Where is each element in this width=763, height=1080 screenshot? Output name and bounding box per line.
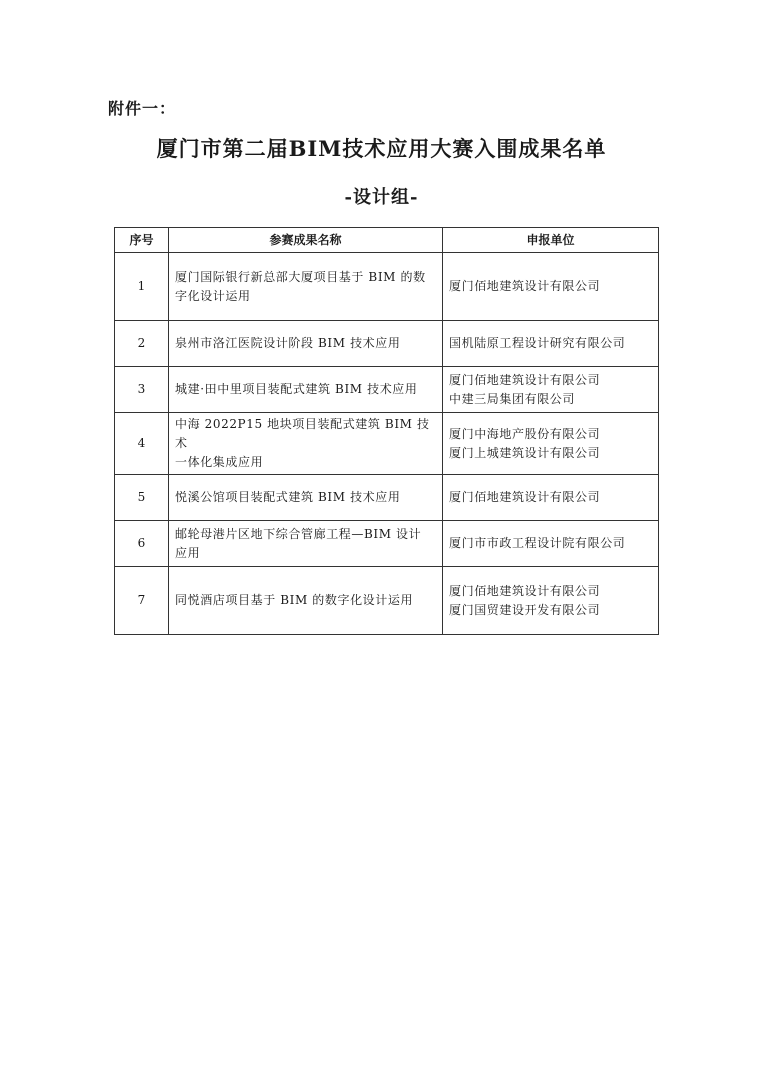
entry-name-line: 厦门国际银行新总部大厦项目基于 BIM 的数 — [175, 269, 426, 284]
applicant-line: 厦门上城建筑设计有限公司 — [449, 445, 601, 460]
header-number: 序号 — [115, 228, 169, 253]
entry-name — [169, 321, 443, 367]
table-row — [115, 567, 659, 635]
applicant-line: 厦门佰地建筑设计有限公司 — [449, 583, 601, 598]
table-row — [115, 521, 659, 567]
entry-name — [169, 567, 443, 635]
table-row — [115, 253, 659, 321]
entry-name-line: 字化设计运用 — [175, 288, 251, 303]
applicant-line: 厦门国贸建设开发有限公司 — [449, 602, 601, 617]
applicant-line: 厦门市市政工程设计院有限公司 — [449, 536, 626, 550]
entry-name-line: 邮轮母港片区地下综合管廊工程—BIM 设计 — [175, 526, 422, 541]
row-number: 1 — [115, 253, 169, 321]
entry-name — [169, 253, 443, 321]
attachment-label: 附件一： — [108, 99, 177, 118]
entry-name — [169, 367, 443, 413]
entry-name — [169, 521, 443, 567]
row-number: 2 — [115, 321, 169, 367]
table-row — [115, 367, 659, 413]
row-number: 6 — [115, 521, 169, 567]
document-title: 厦门市第二届BIM技术应用大赛入围成果名单 — [156, 136, 607, 161]
applicant-line: 厦门佰地建筑设计有限公司 — [449, 279, 601, 293]
applicant-line: 国机陆原工程设计研究有限公司 — [449, 336, 626, 350]
entry-name-line: 同悦酒店项目基于 BIM 的数字化设计运用 — [175, 593, 414, 607]
table-row — [115, 475, 659, 521]
row-number: 4 — [115, 413, 169, 475]
results-table — [114, 227, 659, 635]
entry-name-line: 悦溪公馆项目装配式建筑 BIM 技术应用 — [175, 490, 401, 504]
entry-name-line: 应用 — [175, 545, 201, 560]
group-subtitle: -设计组- — [344, 187, 419, 208]
row-number: 3 — [115, 367, 169, 413]
applicant-line: 中建三局集团有限公司 — [449, 391, 576, 406]
applicant — [443, 413, 659, 475]
applicant — [443, 567, 659, 635]
header-applicant: 申报单位 — [443, 228, 659, 253]
applicant — [443, 475, 659, 521]
entry-name-line: 一体化集成应用 — [175, 455, 264, 469]
applicant — [443, 521, 659, 567]
applicant — [443, 321, 659, 367]
applicant — [443, 253, 659, 321]
row-number: 7 — [115, 567, 169, 635]
entry-name — [169, 475, 443, 521]
entry-name-line: 泉州市洛江医院设计阶段 BIM 技术应用 — [175, 336, 401, 350]
applicant — [443, 367, 659, 413]
applicant-line: 厦门佰地建筑设计有限公司 — [449, 372, 601, 387]
header-entry-name: 参赛成果名称 — [169, 228, 443, 253]
row-number: 5 — [115, 475, 169, 521]
applicant-line: 厦门中海地产股份有限公司 — [449, 426, 601, 441]
table-row — [115, 321, 659, 367]
table-header-row — [115, 228, 659, 253]
applicant-line: 厦门佰地建筑设计有限公司 — [449, 490, 601, 504]
table-row — [115, 413, 659, 475]
entry-name — [169, 413, 443, 475]
entry-name-line: 城建·田中里项目装配式建筑 BIM 技术应用 — [175, 382, 418, 396]
entry-name-line: 中海 2022P15 地块项目装配式建筑 BIM 技术 — [175, 417, 430, 450]
